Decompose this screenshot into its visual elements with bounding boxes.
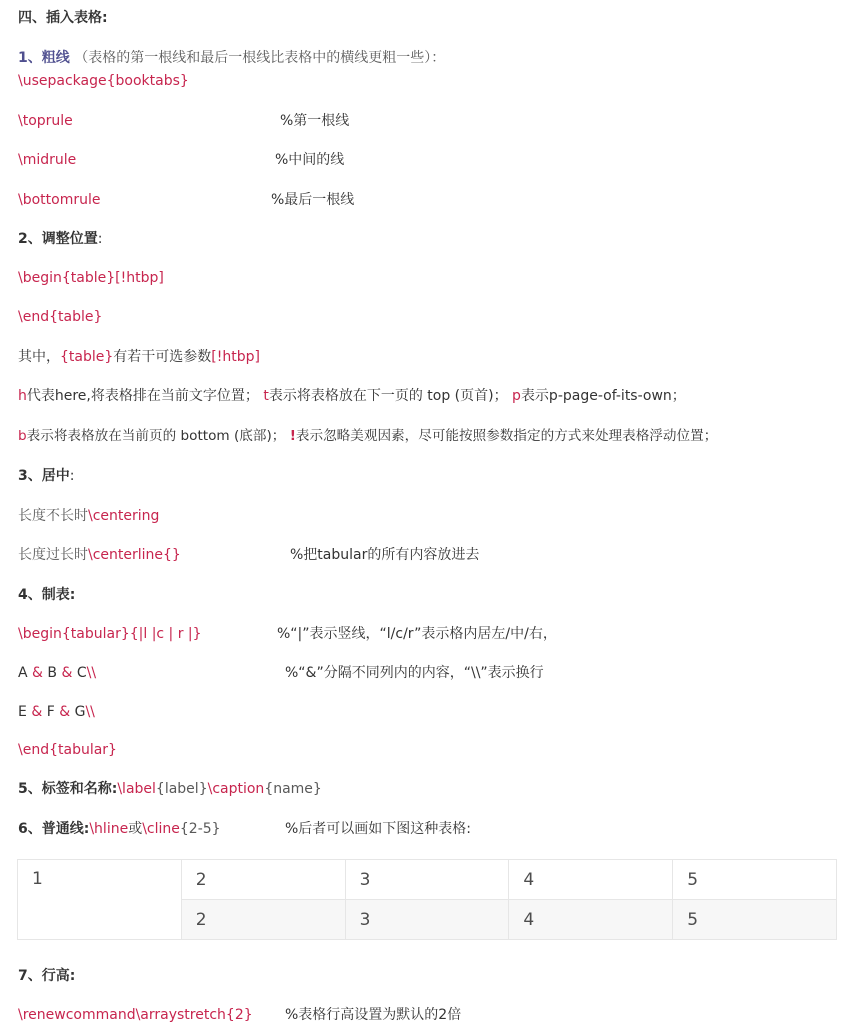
row1-b: B — [47, 665, 58, 681]
caption-cmd: \caption — [207, 781, 265, 797]
param-h-text: 代表here,将表格排在当前文字位置； — [26, 388, 259, 404]
arraystretch-arg: {2} — [225, 1007, 253, 1023]
row2-end: \\ — [85, 704, 95, 720]
thick-line-heading: 1、粗线 — [18, 50, 70, 66]
row2-e: E — [18, 704, 27, 720]
position-colon: : — [97, 231, 103, 247]
make-table-heading: 4、制表: — [18, 587, 76, 603]
center-heading-row — [18, 466, 74, 486]
midrule-comment: %中间的线 — [275, 152, 345, 168]
booktabs-package: \usepackage{booktabs} — [18, 73, 189, 89]
param-bang: ! — [289, 428, 296, 444]
table-cell: 4 — [509, 860, 673, 900]
param-line-2 — [18, 426, 717, 446]
cline-cmd: \cline — [142, 821, 180, 837]
begin-table-cmd: \begin{table}[!htbp] — [18, 270, 164, 286]
row-height-comment: %表格行高设置为默认的2倍 — [285, 1007, 462, 1023]
row1-c: C — [76, 665, 87, 681]
center-long-cmd: \centerline{} — [88, 547, 181, 563]
tabular-row-1 — [18, 663, 96, 683]
center-long-row — [18, 545, 181, 565]
center-long-label: 长度过长时 — [18, 547, 88, 563]
end-table-cmd: \end{table} — [18, 309, 103, 325]
param-p-text: 表示p-page-of-its-own； — [520, 388, 686, 404]
bottomrule-cmd: \bottomrule — [18, 192, 101, 208]
position-desc — [18, 347, 260, 367]
table-cell: 1 — [18, 860, 182, 940]
row2-f: F — [46, 704, 55, 720]
tabular-row-comment: %“&”分隔不同列内的内容，“\\”表示换行 — [285, 665, 544, 681]
cline-arg: {2-5} — [179, 821, 221, 837]
hline-or: 或 — [128, 821, 143, 837]
table-cell: 2 — [181, 900, 345, 940]
tabular-row-2 — [18, 702, 95, 722]
param-b: b — [18, 428, 27, 444]
table-cell: 2 — [181, 860, 345, 900]
table-row — [18, 860, 837, 900]
desc-mid: 有若干可选参数 — [113, 349, 212, 365]
example-table — [17, 859, 837, 940]
thick-line-heading-row — [18, 48, 445, 68]
label-cmd: \label — [117, 781, 156, 797]
row2-amp-1: & — [31, 704, 43, 720]
table-cell: 3 — [345, 860, 509, 900]
desc-kw-params: [!htbp] — [211, 349, 260, 365]
end-tabular-cmd: \end{tabular} — [18, 742, 117, 758]
table-cell: 4 — [509, 900, 673, 940]
table-cell: 5 — [673, 860, 837, 900]
row1-amp-2: & — [61, 665, 73, 681]
bottomrule-comment: %最后一根线 — [271, 192, 355, 208]
center-colon: : — [69, 468, 75, 484]
toprule-cmd: \toprule — [18, 113, 73, 129]
arraystretch-cmd: \renewcommand\arraystretch — [18, 1007, 226, 1023]
row2-g: G — [74, 704, 86, 720]
table-cell: 5 — [673, 900, 837, 940]
param-p: p — [512, 388, 521, 404]
label-row — [18, 779, 322, 799]
center-heading: 3、居中 — [18, 468, 70, 484]
param-t-text: 表示将表格放在下一页的 top (页首)； — [268, 388, 508, 404]
param-h: h — [18, 388, 27, 404]
section-title: 四、插入表格: — [18, 10, 108, 26]
param-bang-text: 表示忽略美观因素，尽可能按照参数指定的方式来处理表格浮动位置； — [295, 428, 718, 444]
param-line-1 — [18, 386, 686, 406]
hline-heading: 6、普通线: — [18, 821, 90, 837]
table-cell: 3 — [345, 900, 509, 940]
thick-line-note: （表格的第一根线和最后一根线比表格中的横线更粗一些）： — [74, 50, 446, 66]
hline-cmd: \hline — [89, 821, 129, 837]
row-height-heading: 7、行高: — [18, 968, 76, 984]
begin-tabular-comment: %“|”表示竖线，“l/c/r”表示格内居左/中/右， — [277, 626, 557, 642]
center-short-cmd: \centering — [88, 508, 160, 524]
position-heading: 2、调整位置 — [18, 231, 98, 247]
row1-amp-1: & — [32, 665, 43, 681]
caption-arg: {name} — [264, 781, 322, 797]
row-height-row — [18, 1005, 253, 1025]
row1-end: \\ — [86, 665, 97, 681]
hline-row — [18, 819, 221, 839]
center-long-comment: %把tabular的所有内容放进去 — [290, 547, 480, 563]
center-short-row — [18, 506, 159, 526]
begin-tabular-cmd: \begin{tabular}{|l |c | r |} — [18, 626, 202, 642]
desc-kw-table: {table} — [60, 349, 114, 365]
midrule-cmd: \midrule — [18, 152, 77, 168]
center-short-label: 长度不长时 — [18, 508, 88, 524]
label-arg: {label} — [155, 781, 208, 797]
position-heading-row — [18, 229, 102, 249]
param-t: t — [263, 388, 269, 404]
row2-amp-2: & — [59, 704, 71, 720]
label-heading: 5、标签和名称: — [18, 781, 118, 797]
desc-prefix: 其中， — [18, 349, 60, 365]
toprule-comment: %第一根线 — [280, 113, 350, 129]
param-b-text: 表示将表格放在当前页的 bottom (底部)； — [26, 428, 286, 444]
row1-a: A — [18, 665, 28, 681]
hline-comment: %后者可以画如下图这种表格: — [285, 821, 472, 837]
